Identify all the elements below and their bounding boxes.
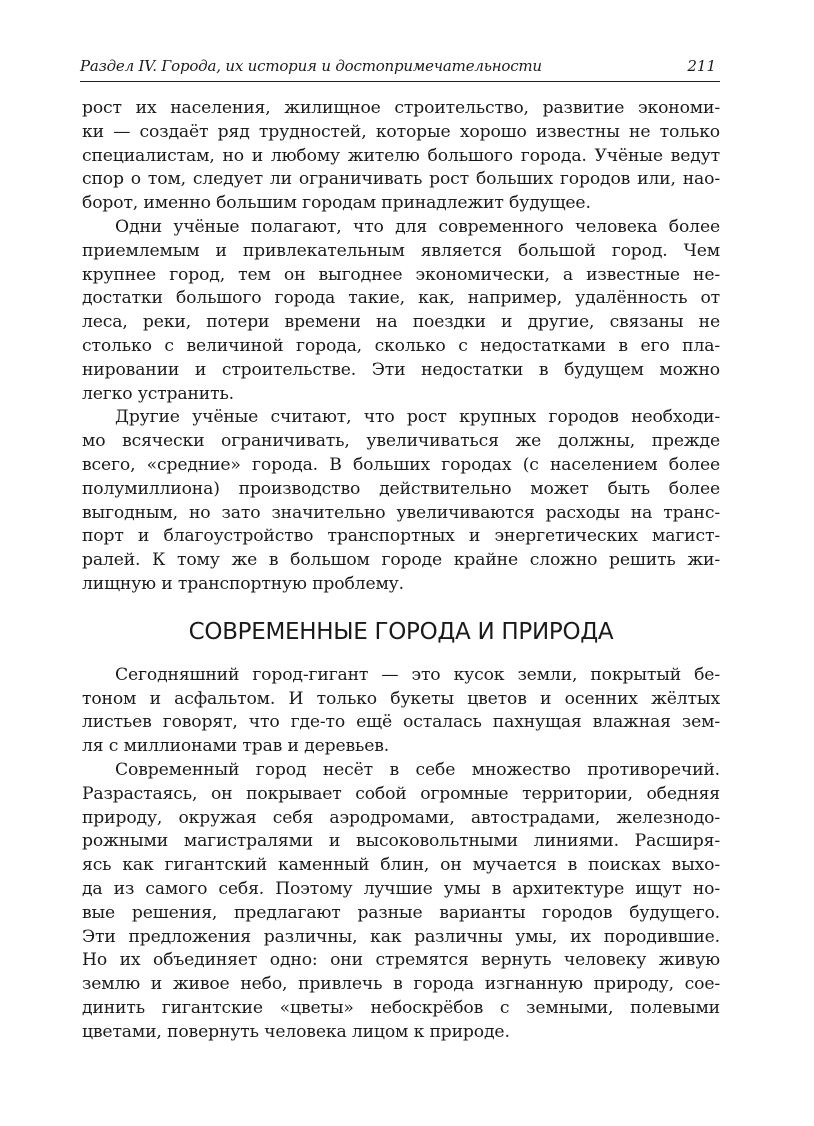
paragraph (82, 406, 720, 596)
running-header (80, 57, 720, 83)
text-line: Эти предложения различны, как различны умы, их породившие. (82, 926, 720, 947)
running-header-title: Раздел IV. Города, их история и достопримечательности (80, 57, 542, 75)
text-line: да из самого себя. Поэтому лучшие умы в архитектуре ищут но- (82, 878, 720, 899)
page-body (82, 97, 720, 1044)
text-line: столько с величиной города, сколько с недостатками в его пла- (82, 335, 720, 356)
text-line: динить гигантские «цветы» небоскрёбов с земными, полевыми (82, 997, 720, 1018)
text-line: Одни учёные полагают, что для современного человека более (115, 216, 720, 237)
text-line: Сегодняшний город-гигант — это кусок земли, покрытый бе- (115, 664, 720, 685)
paragraph (82, 664, 720, 759)
text-line: спор о том, следует ли ограничивать рост больших городов или, нао- (82, 169, 720, 190)
text-line: тоном и асфальтом. И только букеты цветов и осенних жёлтых (82, 688, 720, 709)
text-line: полумиллиона) производство действительно может быть более (82, 478, 720, 499)
text-line: крупнее город, тем он выгоднее экономически, а известные не- (82, 264, 720, 285)
text-line: Разрастаясь, он покрывает собой огромные территории, обедняя (82, 783, 720, 804)
text-line: специалистам, но и любому жителю большого города. Учёные ведут (82, 145, 720, 166)
text-line: землю и живое небо, привлечь в города изгнанную природу, сое- (82, 974, 720, 995)
text-line: всего, «средние» города. В больших городах (с населением более (82, 454, 720, 475)
paragraph (82, 97, 720, 216)
text-line: рожными магистралями и высоковольтными линиями. Расширя- (82, 831, 720, 852)
text-line: приемлемым и привлекательным является большой город. Чем (82, 240, 720, 261)
text-line: листьев говорят, что где-то ещё осталась пахнущая влажная зем- (82, 712, 720, 733)
text-line: нировании и строительстве. Эти недостатки в будущем можно (82, 359, 720, 380)
text-line: Другие учёные считают, что рост крупных городов необходи- (115, 407, 720, 428)
text-line: ки — создаёт ряд трудностей, которые хорошо известны не только (82, 121, 720, 142)
text-line: ясь как гигантский каменный блин, он мучается в поисках выхо- (82, 855, 720, 876)
paragraph (82, 216, 720, 406)
page-number: 211 (687, 57, 716, 75)
section-heading: СОВРЕМЕННЫЕ ГОРОДА И ПРИРОДА (188, 618, 614, 645)
text-line: борот, именно большим городам принадлежит будущее. (82, 193, 591, 214)
text-line: порт и благоустройство транспортных и энергетических магист- (82, 526, 720, 547)
text-line: вые решения, предлагают разные варианты городов будущего. (82, 902, 720, 923)
header-rule (80, 81, 720, 82)
text-line: мо всячески ограничивать, увеличиваться же должны, прежде (82, 431, 720, 452)
text-line: лищную и транспортную проблему. (82, 573, 404, 594)
text-line: цветами, повернуть человека лицом к природе. (82, 1021, 510, 1042)
text-line: достатки большого города такие, как, например, удалённость от (82, 288, 720, 309)
text-line: ля с миллионами трав и деревьев. (82, 736, 390, 757)
text-line: выгодным, но зато значительно увеличиваются расходы на транс- (82, 502, 720, 523)
text-line: Современный город несёт в себе множество противоречий. (115, 759, 720, 780)
text-line: Но их объединяет одно: они стремятся вернуть человеку живую (82, 950, 720, 971)
text-line: рост их населения, жилищное строительство, развитие экономи- (82, 98, 720, 118)
text-line: ралей. К тому же в большом городе крайне сложно решить жи- (82, 550, 720, 571)
text-line: природу, окружая себя аэродромами, автострадами, железнодо- (82, 807, 720, 828)
text-line: легко устранить. (82, 383, 234, 404)
text-line: леса, реки, потери времени на поездки и другие, связаны не (82, 312, 720, 333)
paragraph (82, 759, 720, 1045)
